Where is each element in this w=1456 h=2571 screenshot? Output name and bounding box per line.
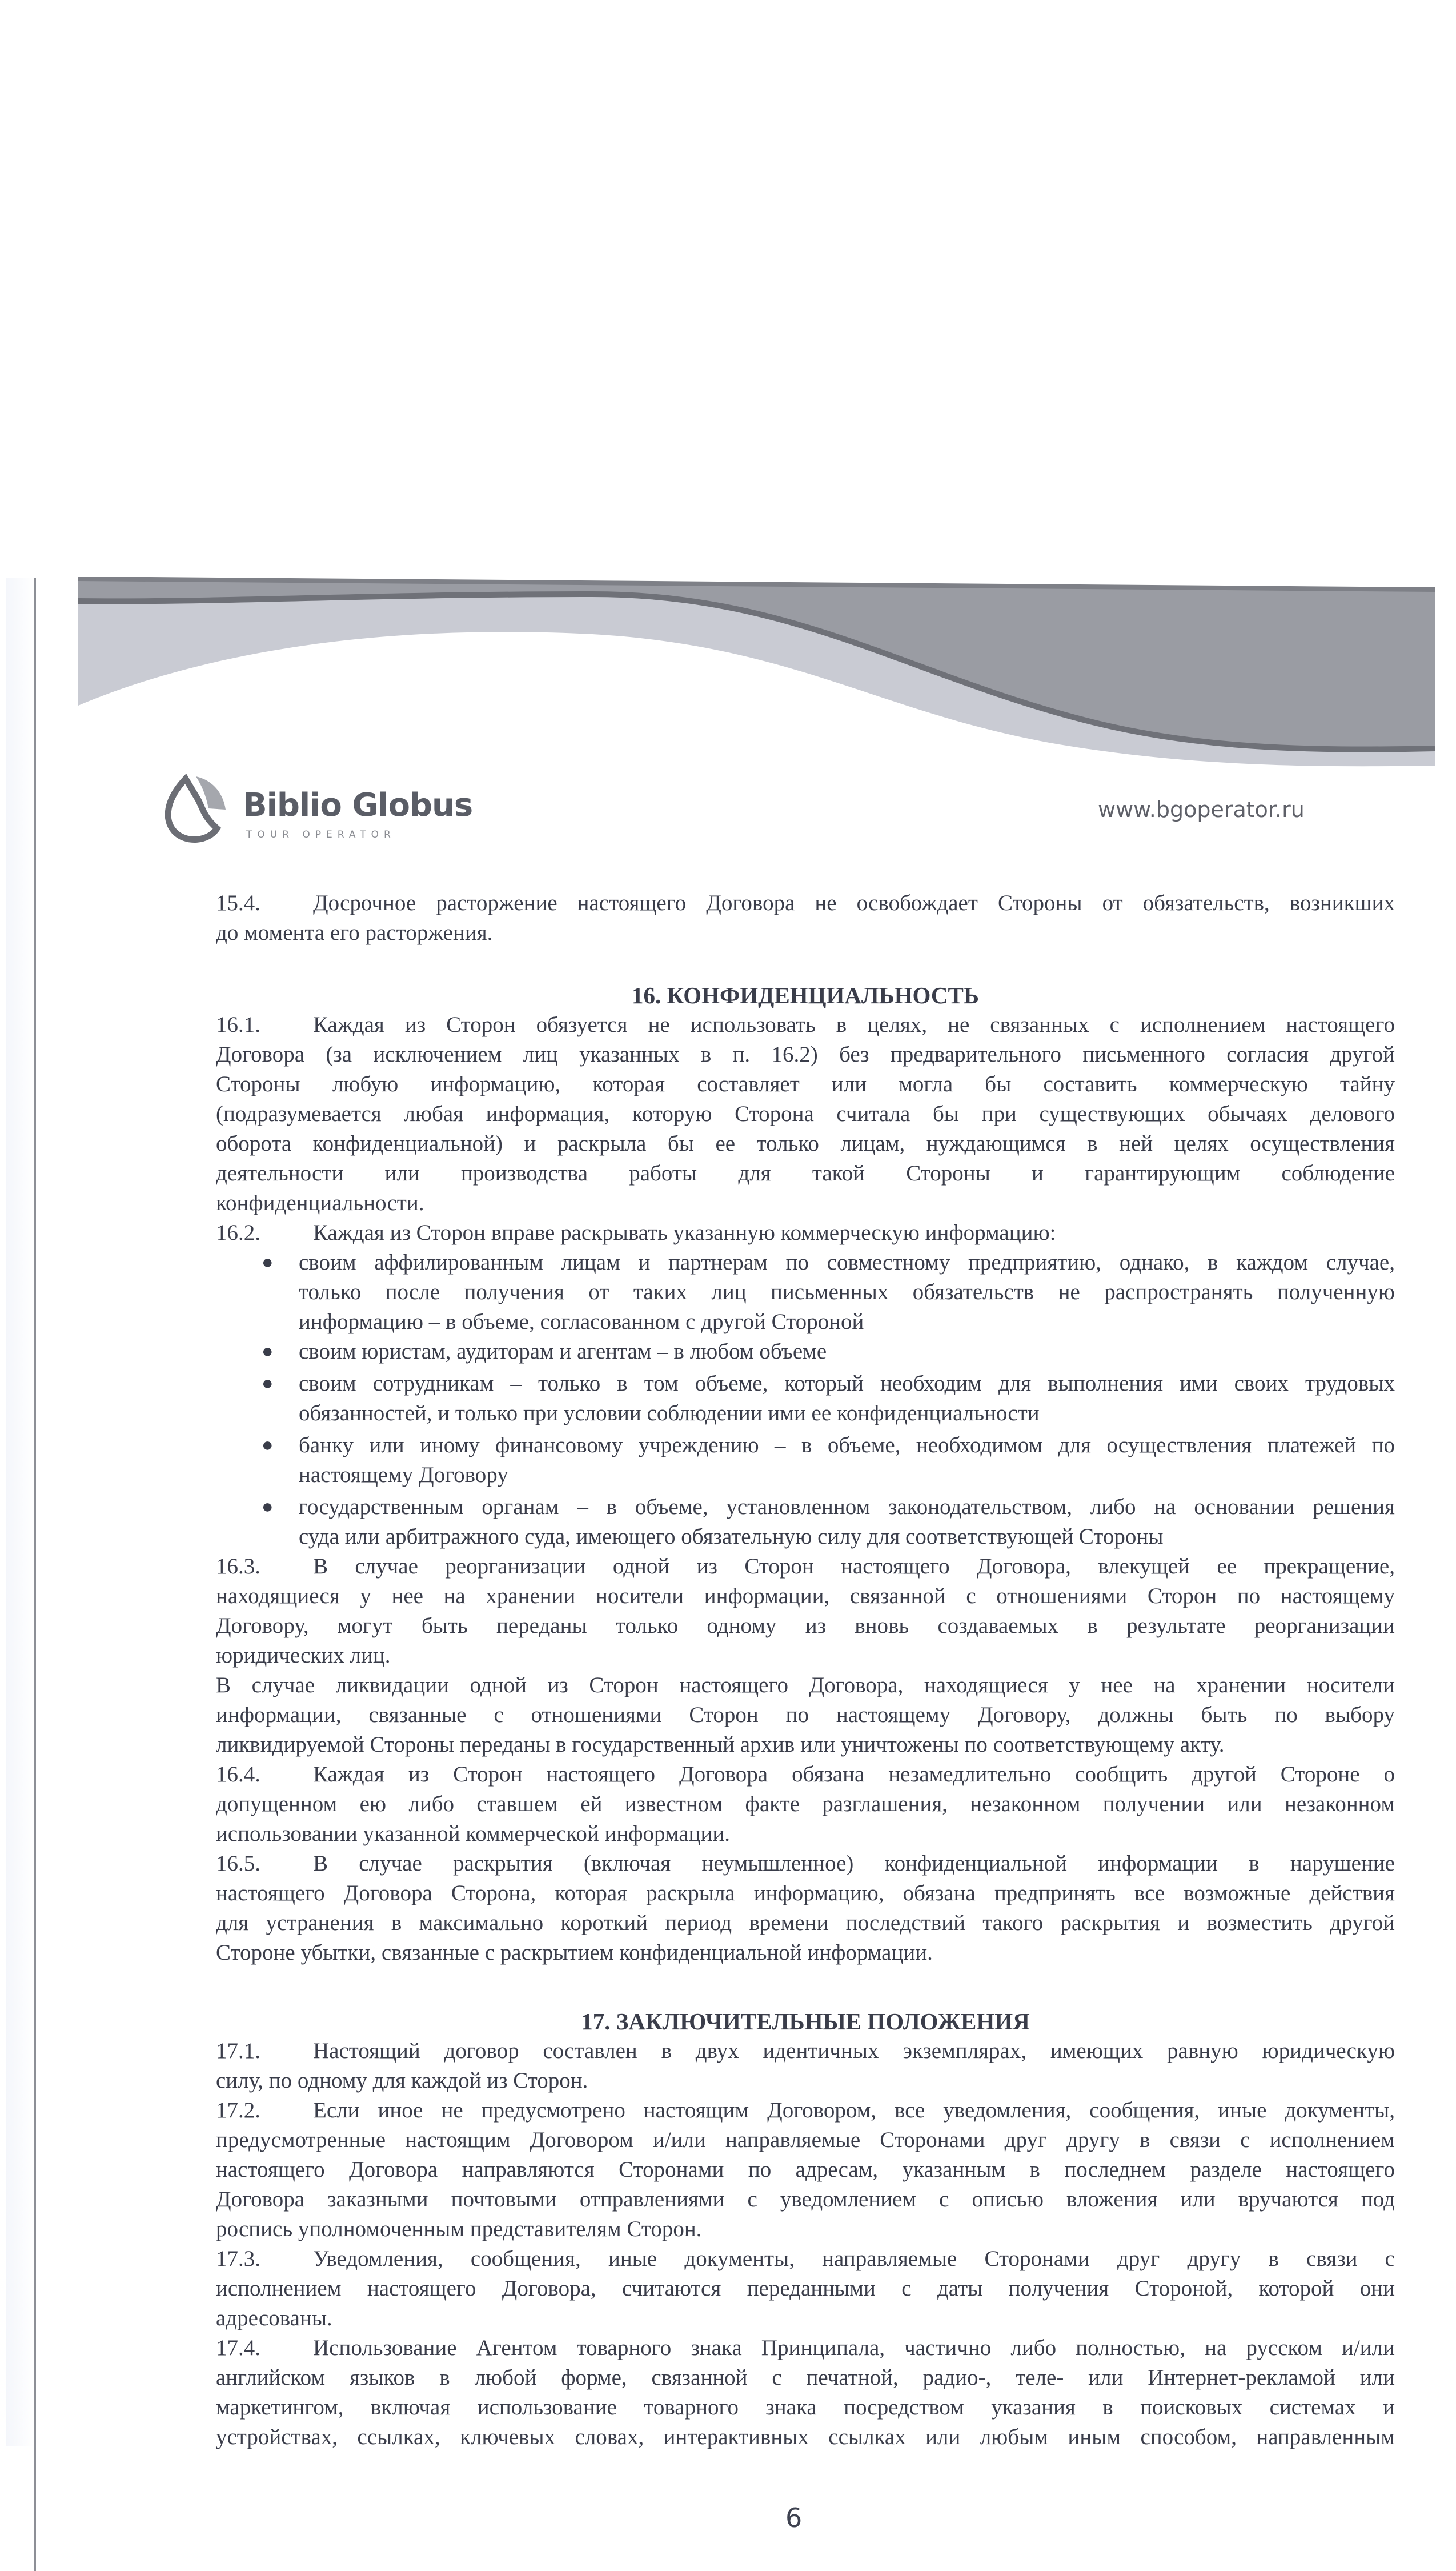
clause-16-1-line: конфиденциальности.	[216, 1191, 424, 1215]
clause-17-2-line: настоящего Договора направляются Сторонами по адресам, указанным в последнем разделе настоящего	[216, 2157, 1395, 2182]
website-url: www.bgoperator.ru	[1098, 797, 1305, 822]
clause-17-1-line: силу, по одному для каждой из Сторон.	[216, 2068, 588, 2093]
clause-16-4-line	[216, 1760, 1395, 1789]
clause-17-2-line	[216, 2096, 1395, 2125]
bullet-icon: ●	[262, 1435, 274, 1456]
clause-16-4-line: допущенном ею либо ставшем ей известном факте разглашения, незаконном получении или незаконном	[216, 1792, 1395, 1816]
clause-16-1-line	[216, 1010, 1395, 1040]
scan-edge-shade	[6, 578, 34, 2446]
clause-16-1-line: Стороны любую информацию, которая составляет или могла бы составить коммерческую тайну	[216, 1072, 1395, 1096]
bullet-line: своим сотрудникам – только в том объеме, который необходим для выполнения ими своих трудовых	[299, 1371, 1395, 1396]
bullet-line: информацию – в объеме, согласованном с другой Стороной	[299, 1309, 864, 1334]
clause-16-3-line: находящиеся у нее на хранении носители информации, связанной с отношениями Сторон по настоящему	[216, 1584, 1395, 1608]
clause-15-4-line	[216, 888, 1395, 918]
clause-17-3-line: адресованы.	[216, 2306, 332, 2330]
page-edge-line	[34, 578, 36, 2571]
clause-17-3-line: исполнением настоящего Договора, считаются переданными с даты получения Стороной, которой они	[216, 2276, 1395, 2301]
clause-16-3-line: ликвидируемой Стороны переданы в государственный архив или уничтожены по соответствующему акту.	[216, 1732, 1225, 1757]
bullet-line: обязанностей, и только при условии соблюдении ими ее конфиденциальности	[299, 1401, 1040, 1425]
clause-17-2-line: Договора заказными почтовыми отправлениями с уведомлением с описью вложения или вручаются под	[216, 2187, 1395, 2212]
clause-17-4-line: маркетингом, включая использование товарного знака посредством указания в поисковых системах и	[216, 2395, 1395, 2420]
clause-text: Каждая из Сторон обязуется не использовать в целях, не связанных с исполнением настоящего	[313, 1012, 1395, 1037]
clause-16-3-line: информации, связанные с отношениями Сторон по настоящему Договору, должны быть по выбору	[216, 1703, 1395, 1727]
bullet-line: банку или иному финансовому учреждению – в объеме, необходимом для осуществления платежей по	[299, 1433, 1395, 1457]
clause-text: Использование Агентом товарного знака Принципала, частично либо полностью, на русском и/или	[313, 2336, 1395, 2360]
section-16-title: 16. КОНФИДЕНЦИАЛЬНОСТЬ	[632, 982, 979, 1008]
clause-16-5-line: настоящего Договора Сторона, которая раскрыла информацию, обязана предпринять все возможные действия	[216, 1881, 1395, 1905]
clause-17-3-line	[216, 2244, 1395, 2274]
clause-text: В случае реорганизации одной из Сторон настоящего Договора, влекущей ее прекращение,	[313, 1554, 1395, 1579]
clause-number: 15.4.	[216, 891, 260, 915]
clause-17-4-line: английском языков в любой форме, связанной с печатной, радио-, теле- или Интернет-рекламой или	[216, 2365, 1395, 2390]
clause-17-2-line: роспись уполномоченным представителям Сторон.	[216, 2217, 702, 2241]
clause-text: Каждая из Сторон настоящего Договора обязана незамедлительно сообщить другой Стороне о	[313, 1762, 1395, 1787]
clause-16-5-line: Стороне убытки, связанные с раскрытием конфиденциальной информации.	[216, 1940, 933, 1965]
brand-name: Biblio Globus	[243, 787, 473, 824]
clause-16-3-line: В случае ликвидации одной из Сторон настоящего Договора, находящиеся у нее на хранении носители	[216, 1673, 1395, 1697]
clause-16-2-line	[216, 1218, 1395, 1248]
bullet-line: настоящему Договору	[299, 1463, 508, 1487]
brand-subtitle: TOUR OPERATOR	[246, 829, 396, 840]
clause-text: Досрочное расторжение настоящего Договора не освобождает Стороны от обязательств, возникших	[313, 891, 1395, 915]
clause-text: Уведомления, сообщения, иные документы, направляемые Сторонами друг другу в связи с	[313, 2246, 1395, 2271]
clause-text: В случае раскрытия (включая неумышленное) конфиденциальной информации в нарушение	[313, 1851, 1395, 1876]
clause-17-4-line: устройствах, ссылках, ключевых словах, интерактивных ссылках или любым иным способом, направленным	[216, 2425, 1395, 2449]
clause-15-4-line: до момента его расторжения.	[216, 920, 493, 945]
page-number: 6	[785, 2502, 803, 2533]
clause-17-1-line	[216, 2036, 1395, 2066]
clause-16-1-line: деятельности или производства работы для такой Стороны и гарантирующим соблюдение	[216, 1161, 1395, 1186]
biblio-globus-logo-icon	[163, 774, 231, 846]
clause-number: 16.4.	[216, 1762, 260, 1787]
clause-number: 16.2.	[216, 1220, 260, 1245]
clause-number: 17.1.	[216, 2039, 260, 2063]
clause-text: Каждая из Сторон вправе раскрывать указанную коммерческую информацию:	[313, 1220, 1056, 1245]
clause-16-5-line: для устранения в максимально короткий период времени последствий такого раскрытия и возместить другой	[216, 1911, 1395, 1935]
clause-17-4-line	[216, 2333, 1395, 2363]
clause-text: Настоящий договор составлен в двух идентичных экземплярах, имеющих равную юридическую	[313, 2039, 1395, 2063]
bullet-line: своим юристам, аудиторам и агентам – в любом объеме	[299, 1339, 827, 1364]
clause-number: 16.5.	[216, 1851, 260, 1876]
clause-17-2-line: предусмотренные настоящим Договором и/или направляемые Сторонами друг другу в связи с исполнением	[216, 2128, 1395, 2152]
bullet-icon: ●	[262, 1373, 274, 1394]
bullet-icon: ●	[262, 1341, 274, 1362]
bullet-icon: ●	[262, 1496, 274, 1517]
clause-16-5-line	[216, 1849, 1395, 1879]
clause-text: Если иное не предусмотрено настоящим Договором, все уведомления, сообщения, иные документы,	[313, 2098, 1395, 2123]
brand-logo	[163, 774, 483, 848]
bullet-icon: ●	[262, 1252, 274, 1273]
clause-16-3-line: юридических лиц.	[216, 1643, 391, 1668]
clause-16-1-line: оборота конфиденциальной) и раскрыла бы ее только лицам, нуждающимся в ней целях осуществления	[216, 1131, 1395, 1156]
bullet-line: государственным органам – в объеме, установленном законодательством, либо на основании решения	[299, 1495, 1395, 1519]
bullet-line: только после получения от таких лиц письменных обязательств не распространять полученную	[299, 1280, 1395, 1304]
clause-number: 17.3.	[216, 2246, 260, 2271]
header-wave-band	[78, 577, 1435, 768]
bullet-line: суда или арбитражного суда, имеющего обязательную силу для соответствующей Стороны	[299, 1524, 1164, 1549]
clause-16-3-line	[216, 1552, 1395, 1581]
clause-16-3-line: Договору, могут быть переданы только одному из вновь создаваемых в результате реорганизации	[216, 1613, 1395, 1638]
clause-number: 17.2.	[216, 2098, 260, 2123]
clause-number: 17.4.	[216, 2336, 260, 2360]
clause-16-1-line: (подразумевается любая информация, которую Сторона считала бы при существующих обычаях делового	[216, 1102, 1395, 1126]
clause-16-1-line: Договора (за исключением лиц указанных в п. 16.2) без предварительного письменного согласия другой	[216, 1042, 1395, 1067]
section-17-title: 17. ЗАКЛЮЧИТЕЛЬНЫЕ ПОЛОЖЕНИЯ	[581, 2008, 1030, 2035]
bullet-line: своим аффилированным лицам и партнерам по совместному предприятию, однако, в каждом случае,	[299, 1250, 1395, 1275]
clause-16-4-line: использовании указанной коммерческой информации.	[216, 1821, 731, 1846]
clause-number: 16.3.	[216, 1554, 260, 1579]
clause-number: 16.1.	[216, 1012, 260, 1037]
